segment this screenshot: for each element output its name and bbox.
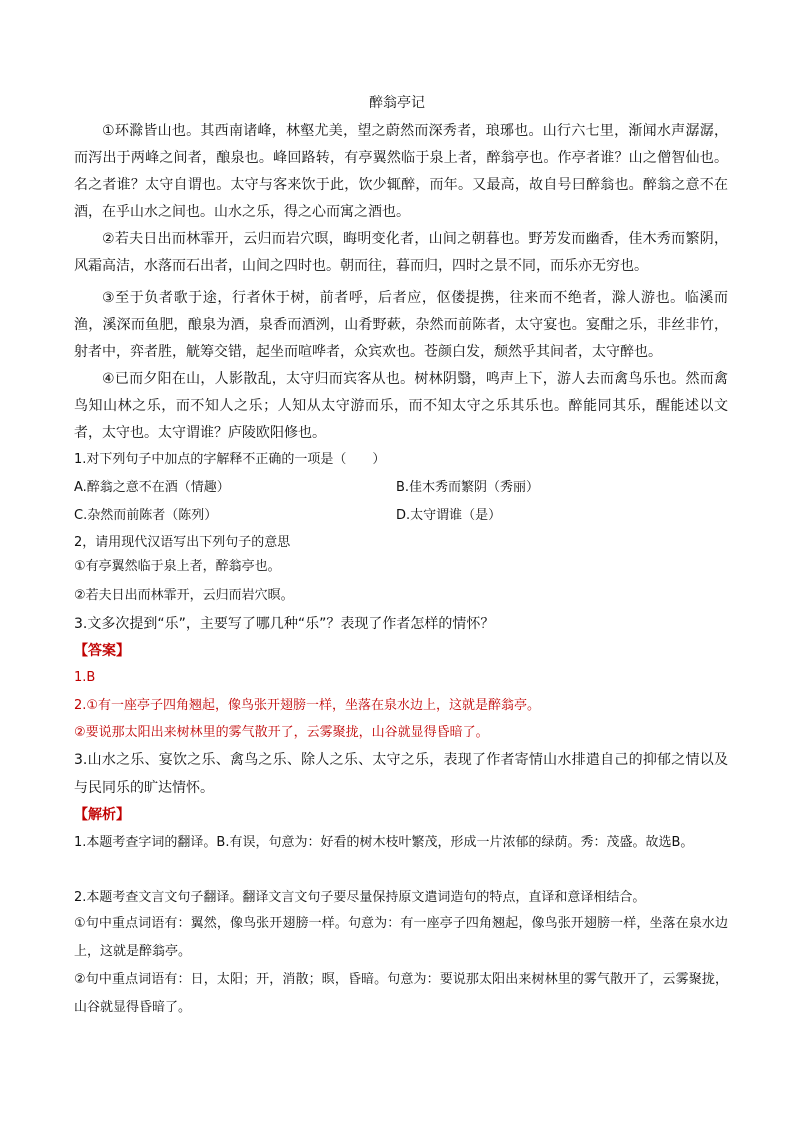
analysis-4: ②句中重点词语有：日，太阳；开，消散；暝，昏暗。句意为：要说那太阳出来树林里的雾气散开了，云雾聚拢，山谷就显得昏暗了。 xyxy=(74,972,728,1015)
option-a: A.醉翁之意不在酒（情趣） xyxy=(74,480,230,495)
analysis-1: 1.本题考查字词的翻译。B.有误，句意为：好看的树木枝叶繁茂，形成一片浓郁的绿荫。秀：茂盛。故选B。 xyxy=(74,835,694,850)
question-2-item-1: ①有亭翼然临于泉上者，醉翁亭也。 xyxy=(74,559,281,574)
paragraph-4: ④已而夕阳在山，人影散乱，太守归而宾客从也。树林阴翳，鸣声上下，游人去而禽鸟乐也。然而禽鸟知山林之乐，而不知人之乐；人知从太守游而乐，而不知太守之乐其乐也。醉能同其乐，醒能述以文者，太守也。太守谓谁？庐陵欧阳修也。 xyxy=(74,371,728,441)
answer-2-1: 2.①有一座亭子四角翘起，像鸟张开翅膀一样，坐落在泉水边上，这就是醉翁亭。 xyxy=(74,698,541,713)
answer-1: 1.B xyxy=(74,670,96,685)
answer-3: 3.山水之乐、宴饮之乐、禽鸟之乐、除人之乐、太守之乐，表现了作者寄情山水排遣自己的抑郁之情以及与民同乐的旷达情怀。 xyxy=(74,752,728,796)
answer-2-2: ②要说那太阳出来树林里的雾气散开了，云雾聚拢，山谷就显得昏暗了。 xyxy=(74,725,489,740)
paragraph-2: ②若夫日出而林霏开，云归而岩穴暝，晦明变化者，山间之朝暮也。野芳发而幽香，佳木秀而繁阴，风霜高洁，水落而石出者，山间之四时也。朝而往，暮而归，四时之景不同，而乐亦无穷也。 xyxy=(74,231,728,274)
question-1: 1.对下列句子中加点的字解释不正确的一项是（ ） xyxy=(74,452,386,467)
question-3: 3.文多次提到“乐”，主要写了哪几种“乐”？表现了作者怎样的情怀？ xyxy=(74,616,495,632)
page-title: 醉翁亭记 xyxy=(369,95,425,111)
option-b: B.佳木秀而繁阴（秀丽） xyxy=(396,480,540,495)
option-c: C.杂然而前陈者（陈列） xyxy=(74,508,218,523)
option-d: D.太守谓谁（是） xyxy=(396,508,502,523)
analysis-header: 【解析】 xyxy=(74,807,130,823)
answer-header: 【答案】 xyxy=(74,643,130,659)
question-2-item-2: ②若夫日出而林霏开，云归而岩穴暝。 xyxy=(74,588,294,603)
analysis-3: ①句中重点词语有：翼然，像鸟张开翅膀一样。句意为：有一座亭子四角翘起，像鸟张开翅膀一样，坐落在泉水边上，这就是醉翁亭。 xyxy=(74,916,728,959)
question-2: 2，请用现代汉语写出下列句子的意思 xyxy=(74,535,291,550)
analysis-2: 2.本题考查文言文句子翻译。翻译文言文句子要尽量保持原文遣词造句的特点，直译和意译相结合。 xyxy=(74,890,646,905)
paragraph-3: ③至于负者歌于途，行者休于树，前者呼，后者应，伛偻提携，往来而不绝者，滁人游也。临溪而渔，溪深而鱼肥，酿泉为酒，泉香而酒洌，山肴野蔌，杂然而前陈者，太守宴也。宴酣之乐，非丝非竹，射者中，弈者胜，觥筹交错，起坐而喧哗者，众宾欢也。苍颜白发，颓然乎其间者，太守醉也。 xyxy=(74,290,728,360)
paragraph-1: ①环滁皆山也。其西南诸峰，林壑尤美，望之蔚然而深秀者，琅琊也。山行六七里，渐闻水声潺潺，而泻出于两峰之间者，酿泉也。峰回路转，有亭翼然临于泉上者，醉翁亭也。作亭者谁？山之僧智仙也。名之者谁？太守自谓也。太守与客来饮于此，饮少辄醉，而年。又最高，故自号曰醉翁也。醉翁之意不在酒，在乎山水之间也。山水之乐，得之心而寓之酒也。 xyxy=(74,123,728,220)
